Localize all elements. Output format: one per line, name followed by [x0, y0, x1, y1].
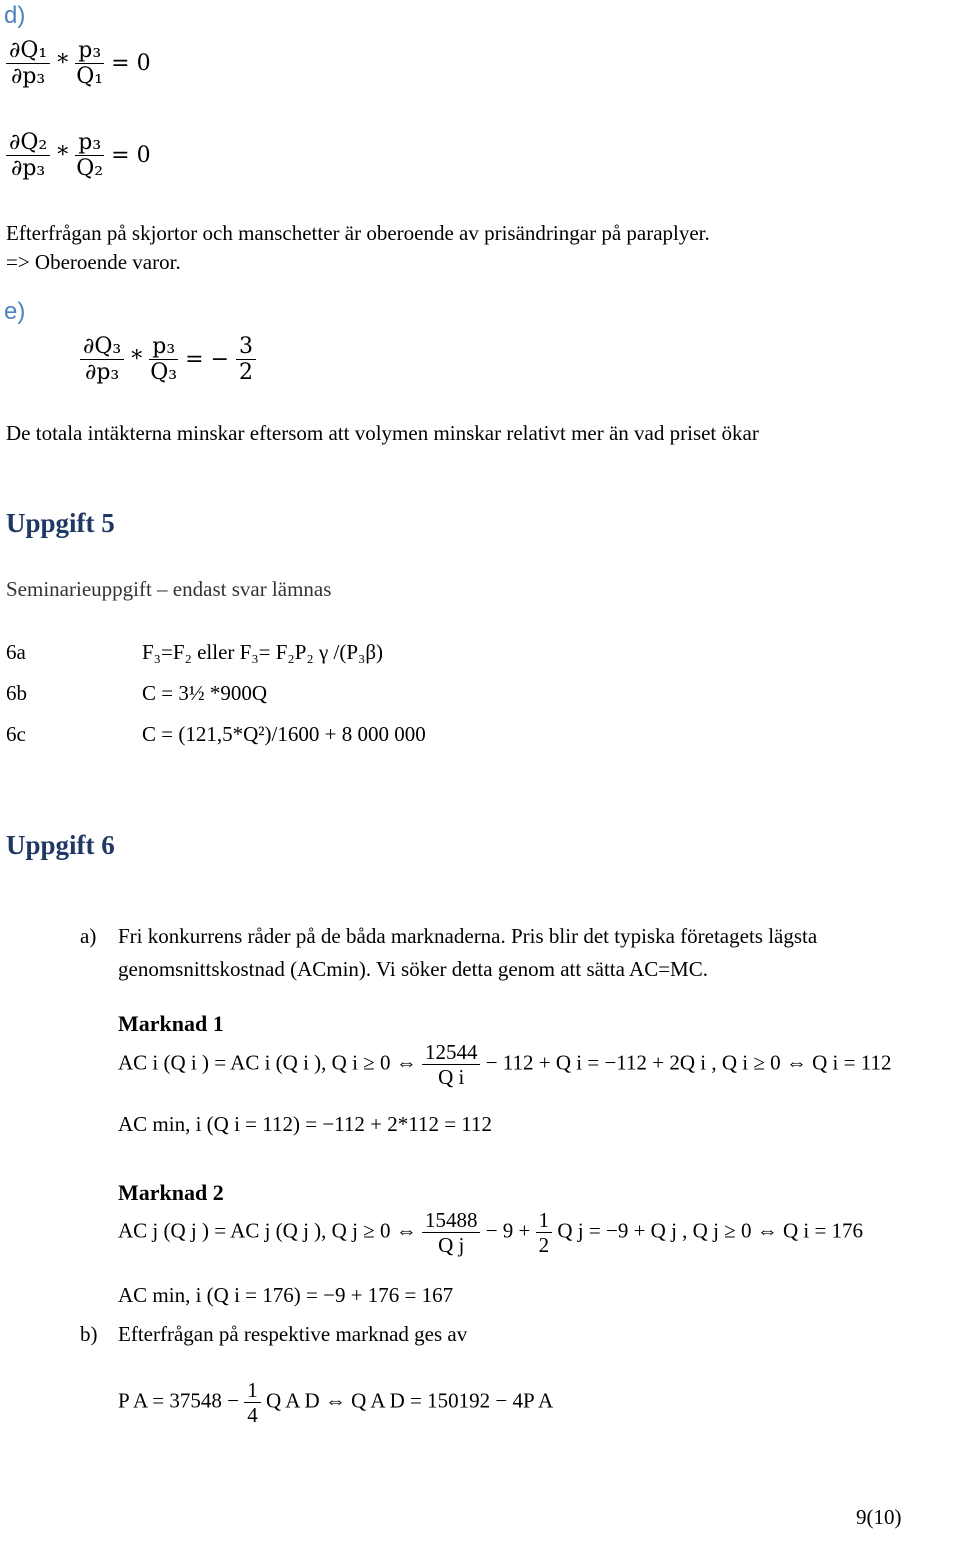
row-6a-text: F₃=F₂ eller F₃= F₂P₂ γ /(P₃β) — [142, 640, 384, 664]
item-a-label: a) — [80, 924, 97, 948]
frac-num: p₃ — [149, 334, 178, 360]
eq-left: AC j (Q j ) = AC j (Q j ), Q j ≥ 0 ⇔ — [118, 1218, 417, 1243]
frac-den: ∂p₃ — [10, 64, 46, 90]
row-6c-label: 6c — [6, 722, 26, 746]
frac-den: Q i — [438, 1065, 465, 1090]
item-b-label: b) — [80, 1322, 98, 1346]
frac-num: ∂Q₂ — [6, 130, 50, 156]
equation-d2 — [6, 130, 151, 182]
frac-den: Q₃ — [150, 360, 178, 386]
equals-minus: = − — [185, 346, 230, 372]
item-b-text: Efterfrågan på respektive marknad ges av — [118, 1322, 468, 1346]
section-d-label: d) — [4, 2, 26, 29]
frac-den: 2 — [239, 360, 254, 386]
e-text: De totala intäkterna minskar eftersom att volymen minskar relativt mer än vad priset ökar — [6, 421, 759, 445]
equation-e — [80, 334, 256, 386]
eq-mid: − 9 + — [485, 1218, 531, 1243]
marknad-1-title: Marknad 1 — [118, 1011, 224, 1036]
frac-num: 15488 — [422, 1208, 481, 1233]
frac-den: ∂p₃ — [84, 360, 120, 386]
marknad-1-equation-1 — [118, 1040, 891, 1089]
frac-num: p₃ — [75, 38, 104, 64]
section-e-label: e) — [4, 298, 26, 325]
eq-left: P A = 37548 − — [118, 1388, 239, 1413]
frac-den: Q₁ — [76, 64, 104, 90]
frac-num: 12544 — [422, 1040, 481, 1065]
row-6b-label: 6b — [6, 681, 27, 705]
eq-right: − 112 + Q i = −112 + 2Q i , Q i ≥ 0 ⇔ Q i = 112 — [485, 1050, 892, 1075]
frac-num: 1 — [244, 1378, 261, 1403]
d-text-line2: => Oberoende varor. — [6, 250, 181, 274]
marknad-2-title: Marknad 2 — [118, 1180, 224, 1205]
item-a-line2: genomsnittskostnad (ACmin). Vi söker detta genom att sätta AC=MC. — [118, 957, 708, 981]
row-6a-label: 6a — [6, 640, 26, 664]
item-a-line1: Fri konkurrens råder på de båda marknaderna. Pris blir det typiska företagets lägsta — [118, 924, 818, 948]
page-number: 9(10) — [856, 1505, 902, 1529]
frac-num: 3 — [236, 334, 256, 360]
times-sign: * — [57, 142, 69, 168]
frac-num: 1 — [536, 1208, 553, 1233]
eq-right: Q A D ⇔ Q A D = 150192 − 4P A — [265, 1388, 554, 1413]
times-sign: * — [131, 346, 143, 372]
frac-den: Q₂ — [76, 156, 104, 182]
d-text-line1: Efterfrågan på skjortor och manschetter är oberoende av prisändringar på paraplyer. — [6, 221, 710, 245]
frac-den: ∂p₃ — [10, 156, 46, 182]
times-sign: * — [57, 50, 69, 76]
eq-right: Q j = −9 + Q j , Q j ≥ 0 ⇔ Q i = 176 — [557, 1218, 864, 1243]
frac-den: Q j — [438, 1233, 465, 1258]
uppgift-6-title: Uppgift 6 — [6, 830, 115, 860]
frac-den: 2 — [538, 1233, 550, 1258]
marknad-2-equation-1 — [118, 1208, 863, 1257]
rhs: = 0 — [111, 142, 151, 168]
uppgift-5-title: Uppgift 5 — [6, 508, 115, 538]
row-6c-text: C = (121,5*Q²)/1600 + 8 000 000 — [142, 722, 426, 746]
frac-den: 4 — [247, 1403, 258, 1428]
frac-num: p₃ — [75, 130, 104, 156]
row-6b-text: C = 3½ *900Q — [142, 681, 268, 705]
marknad-1-equation-2: AC min, i (Q i = 112) = −112 + 2*112 = 112 — [118, 1112, 493, 1136]
eq-left: AC i (Q i ) = AC i (Q i ), Q i ≥ 0 ⇔ — [118, 1050, 417, 1075]
demand-equation — [118, 1378, 553, 1427]
frac-num: ∂Q₁ — [6, 38, 50, 64]
marknad-2-equation-2: AC min, i (Q i = 176) = −9 + 176 = 167 — [118, 1283, 454, 1307]
uppgift-5-subtitle: Seminarieuppgift – endast svar lämnas — [6, 577, 332, 601]
rhs: = 0 — [111, 50, 151, 76]
frac-num: ∂Q₃ — [80, 334, 124, 360]
equation-d1 — [6, 38, 151, 90]
